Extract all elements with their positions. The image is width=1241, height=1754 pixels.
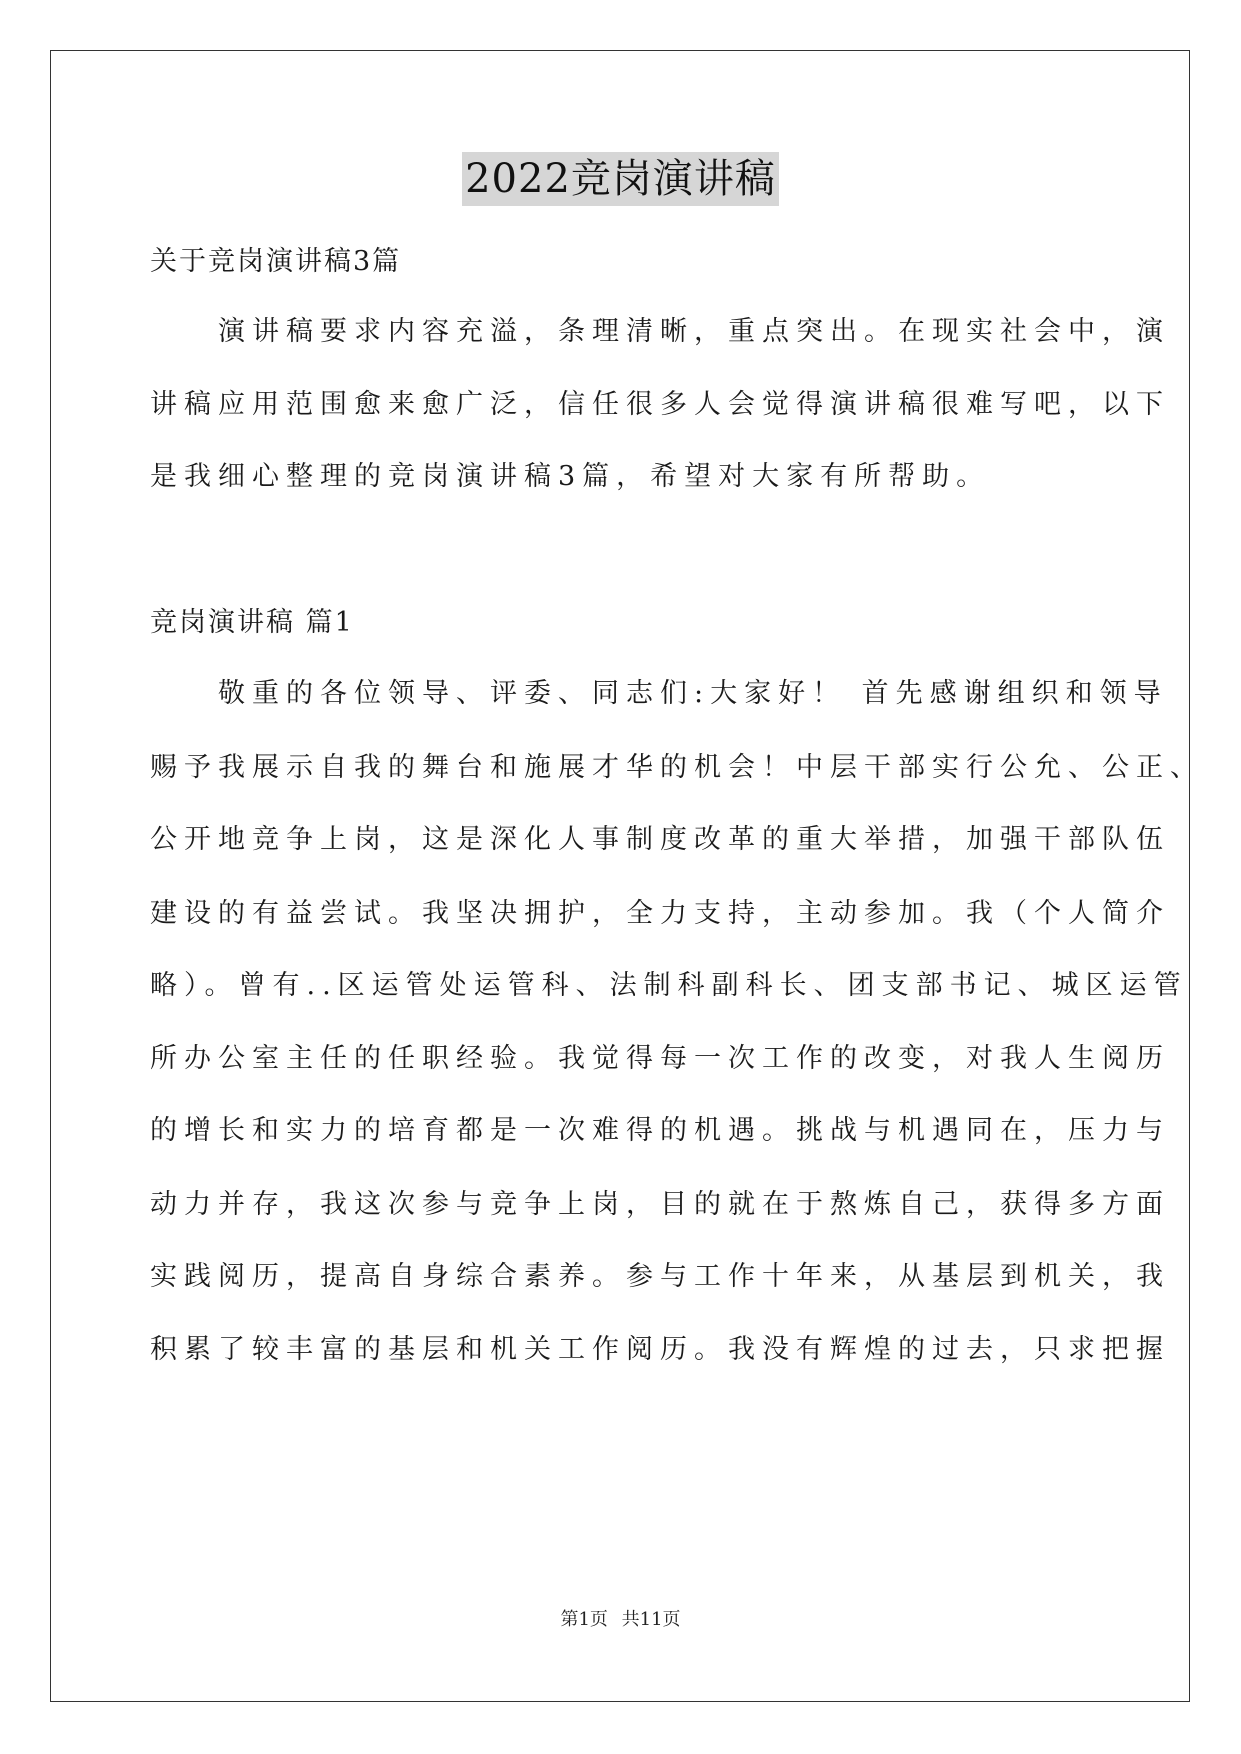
body-line: 实践阅历，提高自身综合素养。参与工作十年来，从基层到机关，我 — [150, 1261, 1170, 1292]
section-heading: 竞岗演讲稿 篇1 — [150, 607, 354, 638]
body-line: 的增长和实力的培育都是一次难得的机遇。挑战与机遇同在，压力与 — [150, 1115, 1170, 1146]
page-frame — [50, 50, 1204, 1702]
document-title: 2022竞岗演讲稿 — [462, 152, 779, 206]
intro-line: 讲稿应用范围愈来愈广泛，信任很多人会觉得演讲稿很难写吧，以下 — [150, 389, 1170, 420]
page-footer — [0, 1605, 1241, 1631]
body-line: 敬重的各位领导、评委、同志们:大家好！ 首先感谢组织和领导 — [150, 678, 1168, 709]
body-line: 所办公室主任的任职经验。我觉得每一次工作的改变，对我人生阅历 — [150, 1043, 1170, 1074]
intro-heading: 关于竞岗演讲稿3篇 — [150, 246, 402, 277]
page-number: 第1页 — [560, 1609, 608, 1630]
intro-line: 演讲稿要求内容充溢，条理清晰，重点突出。在现实社会中，演 — [150, 316, 1170, 347]
page-total: 共11页 — [621, 1609, 681, 1630]
body-line: 赐予我展示自我的舞台和施展才华的机会！中层干部实行公允、公正、 — [150, 752, 1204, 783]
body-line: 积累了较丰富的基层和机关工作阅历。我没有辉煌的过去，只求把握 — [150, 1334, 1170, 1365]
body-line: 略）。曾有..区运管处运管科、法制科副科长、团支部书记、城区运管 — [150, 970, 1188, 1001]
body-line: 公开地竞争上岗，这是深化人事制度改革的重大举措，加强干部队伍 — [150, 824, 1170, 855]
intro-line: 是我细心整理的竞岗演讲稿3篇，希望对大家有所帮助。 — [150, 461, 991, 492]
title-wrap — [0, 152, 1241, 206]
body-line: 建设的有益尝试。我坚决拥护，全力支持，主动参加。我（个人简介 — [150, 898, 1170, 929]
body-line: 动力并存，我这次参与竞争上岗，目的就在于熬炼自己，获得多方面 — [150, 1189, 1170, 1220]
